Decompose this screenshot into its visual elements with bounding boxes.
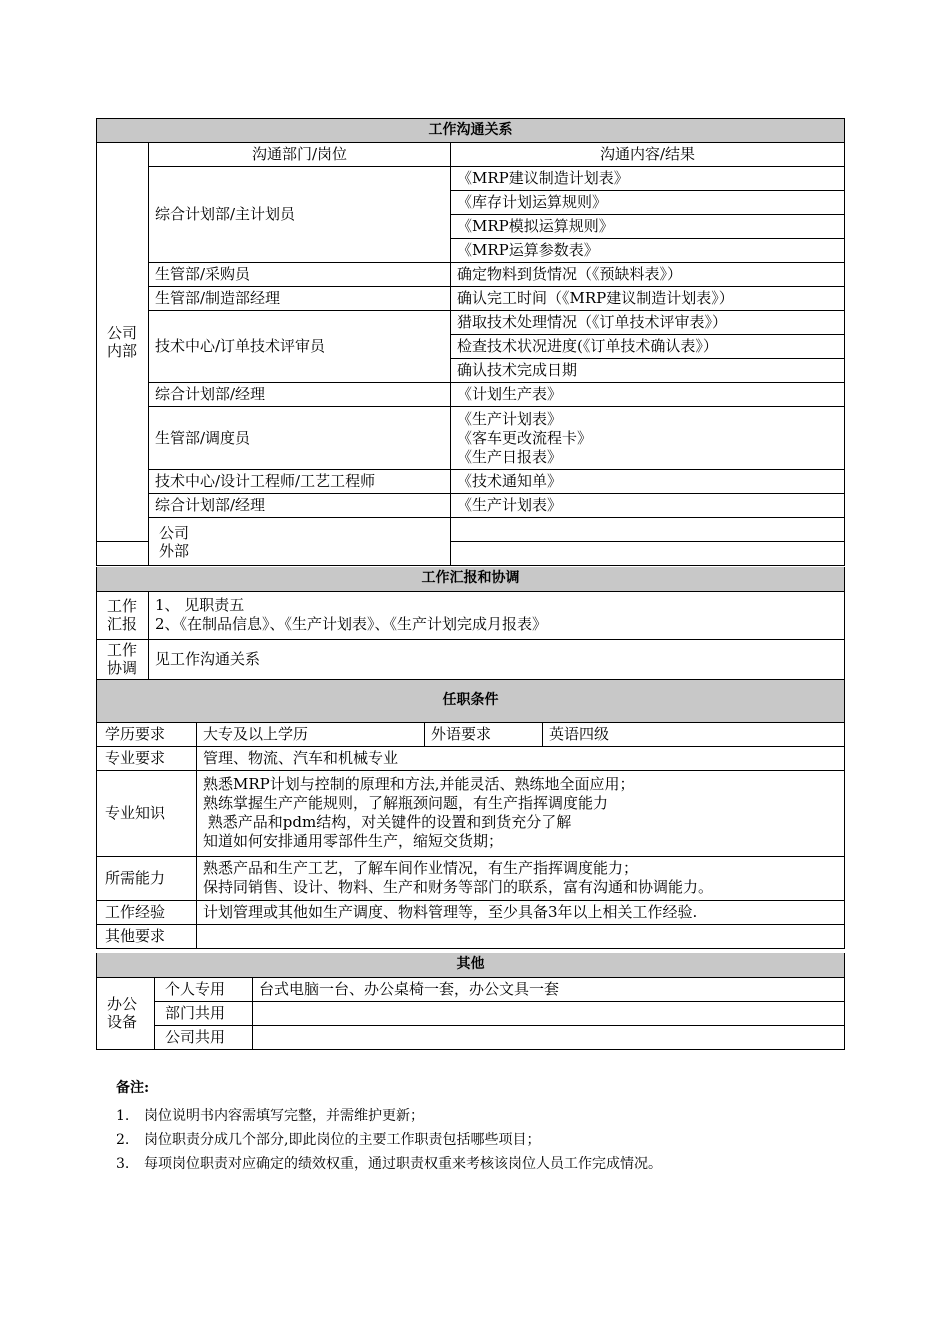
- internal-label: 公司内部: [97, 143, 149, 542]
- coord-label: 工作协调: [97, 639, 149, 679]
- note-number: 1.: [116, 1108, 130, 1124]
- comm-content-cell: 《MRP运算参数表》: [451, 239, 845, 263]
- report-table: [96, 567, 845, 680]
- comm-content-cell: 确认完工时间（《MRP建议制造计划表》）: [451, 287, 845, 311]
- note-item: [116, 1128, 836, 1152]
- others-section-title: 其他: [97, 953, 845, 977]
- note-text: 岗位说明书内容需填写完整，并需维护更新；: [144, 1108, 424, 1124]
- report-content: [149, 591, 845, 639]
- external-content-cell: [451, 542, 845, 566]
- note-item: [116, 1104, 836, 1128]
- note-number: 3.: [116, 1156, 130, 1172]
- other-requirements-label: 其他要求: [97, 924, 197, 948]
- experience-value: 计划管理或其他如生产调度、物料管理等，至少具备3年以上相关工作经验.: [197, 900, 845, 924]
- knowledge-value: 熟悉MRP计划与控制的原理和方法,并能灵活、熟练地全面应用； 熟练掌握生产产能规则，了解瓶颈问题，有生产指挥调度能力 熟悉产品和pdm结构，对关键件的设置和到货充分了解 知道如何安排通用零部件生产，缩短交货期；: [197, 770, 845, 856]
- note-text: 每项岗位职责对应确定的绩效权重，通过职责权重来考核该岗位人员工作完成情况。: [144, 1156, 662, 1172]
- comm-content-cell: 《MRP建议制造计划表》: [451, 167, 845, 191]
- comm-content-cell: 确定物料到货情况（《预缺料表》）: [451, 263, 845, 287]
- equipment-value: [253, 1025, 845, 1049]
- communication-table: [96, 118, 845, 566]
- notes-title: 备注:: [116, 1080, 150, 1096]
- ability-value: 熟悉产品和生产工艺，了解车间作业情况，有生产指挥调度能力； 保持同销售、设计、物料、生产和财务等部门的联系，富有沟通和协调能力。: [197, 856, 845, 900]
- knowledge-label: 专业知识: [97, 770, 197, 856]
- comm-dept-cell: 技术中心/设计工程师/工艺工程师: [149, 470, 451, 494]
- equipment-type-label: 部门共用: [155, 1001, 253, 1025]
- qualification-table: [96, 680, 845, 949]
- qualification-section-title: 任职条件: [97, 680, 845, 722]
- comm-dept-cell: 生管部/调度员: [149, 407, 451, 470]
- report-line: 1、 见职责五: [155, 596, 245, 614]
- equipment-type-label: 个人专用: [155, 977, 253, 1001]
- comm-content-cell: 《技术通知单》: [451, 470, 845, 494]
- report-section-title: 工作汇报和协调: [97, 567, 845, 591]
- comm-dept-cell: 综合计划部/经理: [149, 383, 451, 407]
- comm-content-cell: 猎取技术处理情况（《订单技术评审表》）: [451, 311, 845, 335]
- language-label: 外语要求: [425, 722, 543, 746]
- comm-content-cell: 检查技术状况进度(《订单技术确认表》）: [451, 335, 845, 359]
- others-table: [96, 953, 845, 1050]
- note-item: [116, 1152, 836, 1176]
- communication-section-title: 工作沟通关系: [97, 119, 845, 143]
- experience-label: 工作经验: [97, 900, 197, 924]
- external-dept-cell: [97, 542, 149, 566]
- comm-content-cell: 《计划生产表》: [451, 383, 845, 407]
- equipment-value: [253, 1001, 845, 1025]
- equipment-label: 办公设备: [97, 977, 155, 1049]
- education-value: 大专及以上学历: [197, 722, 425, 746]
- major-value: 管理、物流、汽车和机械专业: [197, 746, 845, 770]
- language-value: 英语四级: [543, 722, 845, 746]
- content-column-header: 沟通内容/结果: [451, 143, 845, 167]
- external-dept-cell: [451, 518, 845, 542]
- note-number: 2.: [116, 1132, 130, 1148]
- other-requirements-value: [197, 924, 845, 948]
- comm-content-cell: 《生产计划表》 《客车更改流程卡》 《生产日报表》: [451, 407, 845, 470]
- comm-content-cell: 《生产计划表》: [451, 494, 845, 518]
- comm-content-cell: 《库存计划运算规则》: [451, 191, 845, 215]
- comm-dept-cell: 技术中心/订单技术评审员: [149, 311, 451, 383]
- notes-block: [116, 1078, 836, 1176]
- comm-dept-cell: 综合计划部/经理: [149, 494, 451, 518]
- comm-content-cell: 确认技术完成日期: [451, 359, 845, 383]
- ability-label: 所需能力: [97, 856, 197, 900]
- major-label: 专业要求: [97, 746, 197, 770]
- equipment-value: 台式电脑一台、办公桌椅一套，办公文具一套: [253, 977, 845, 1001]
- comm-dept-cell: 综合计划部/主计划员: [149, 167, 451, 263]
- comm-dept-cell: 生管部/采购员: [149, 263, 451, 287]
- report-label: 工作汇报: [97, 591, 149, 639]
- coord-content: 见工作沟通关系: [149, 639, 845, 679]
- note-text: 岗位职责分成几个部分,即此岗位的主要工作职责包括哪些项目；: [144, 1132, 541, 1148]
- comm-content-cell: 《MRP模拟运算规则》: [451, 215, 845, 239]
- equipment-type-label: 公司共用: [155, 1025, 253, 1049]
- education-label: 学历要求: [97, 722, 197, 746]
- comm-dept-cell: 生管部/制造部经理: [149, 287, 451, 311]
- external-label: 公司外部: [149, 518, 451, 566]
- report-line: 2、《在制品信息》、《生产计划表》、《生产计划完成月报表》: [155, 615, 548, 633]
- dept-column-header: 沟通部门/岗位: [149, 143, 451, 167]
